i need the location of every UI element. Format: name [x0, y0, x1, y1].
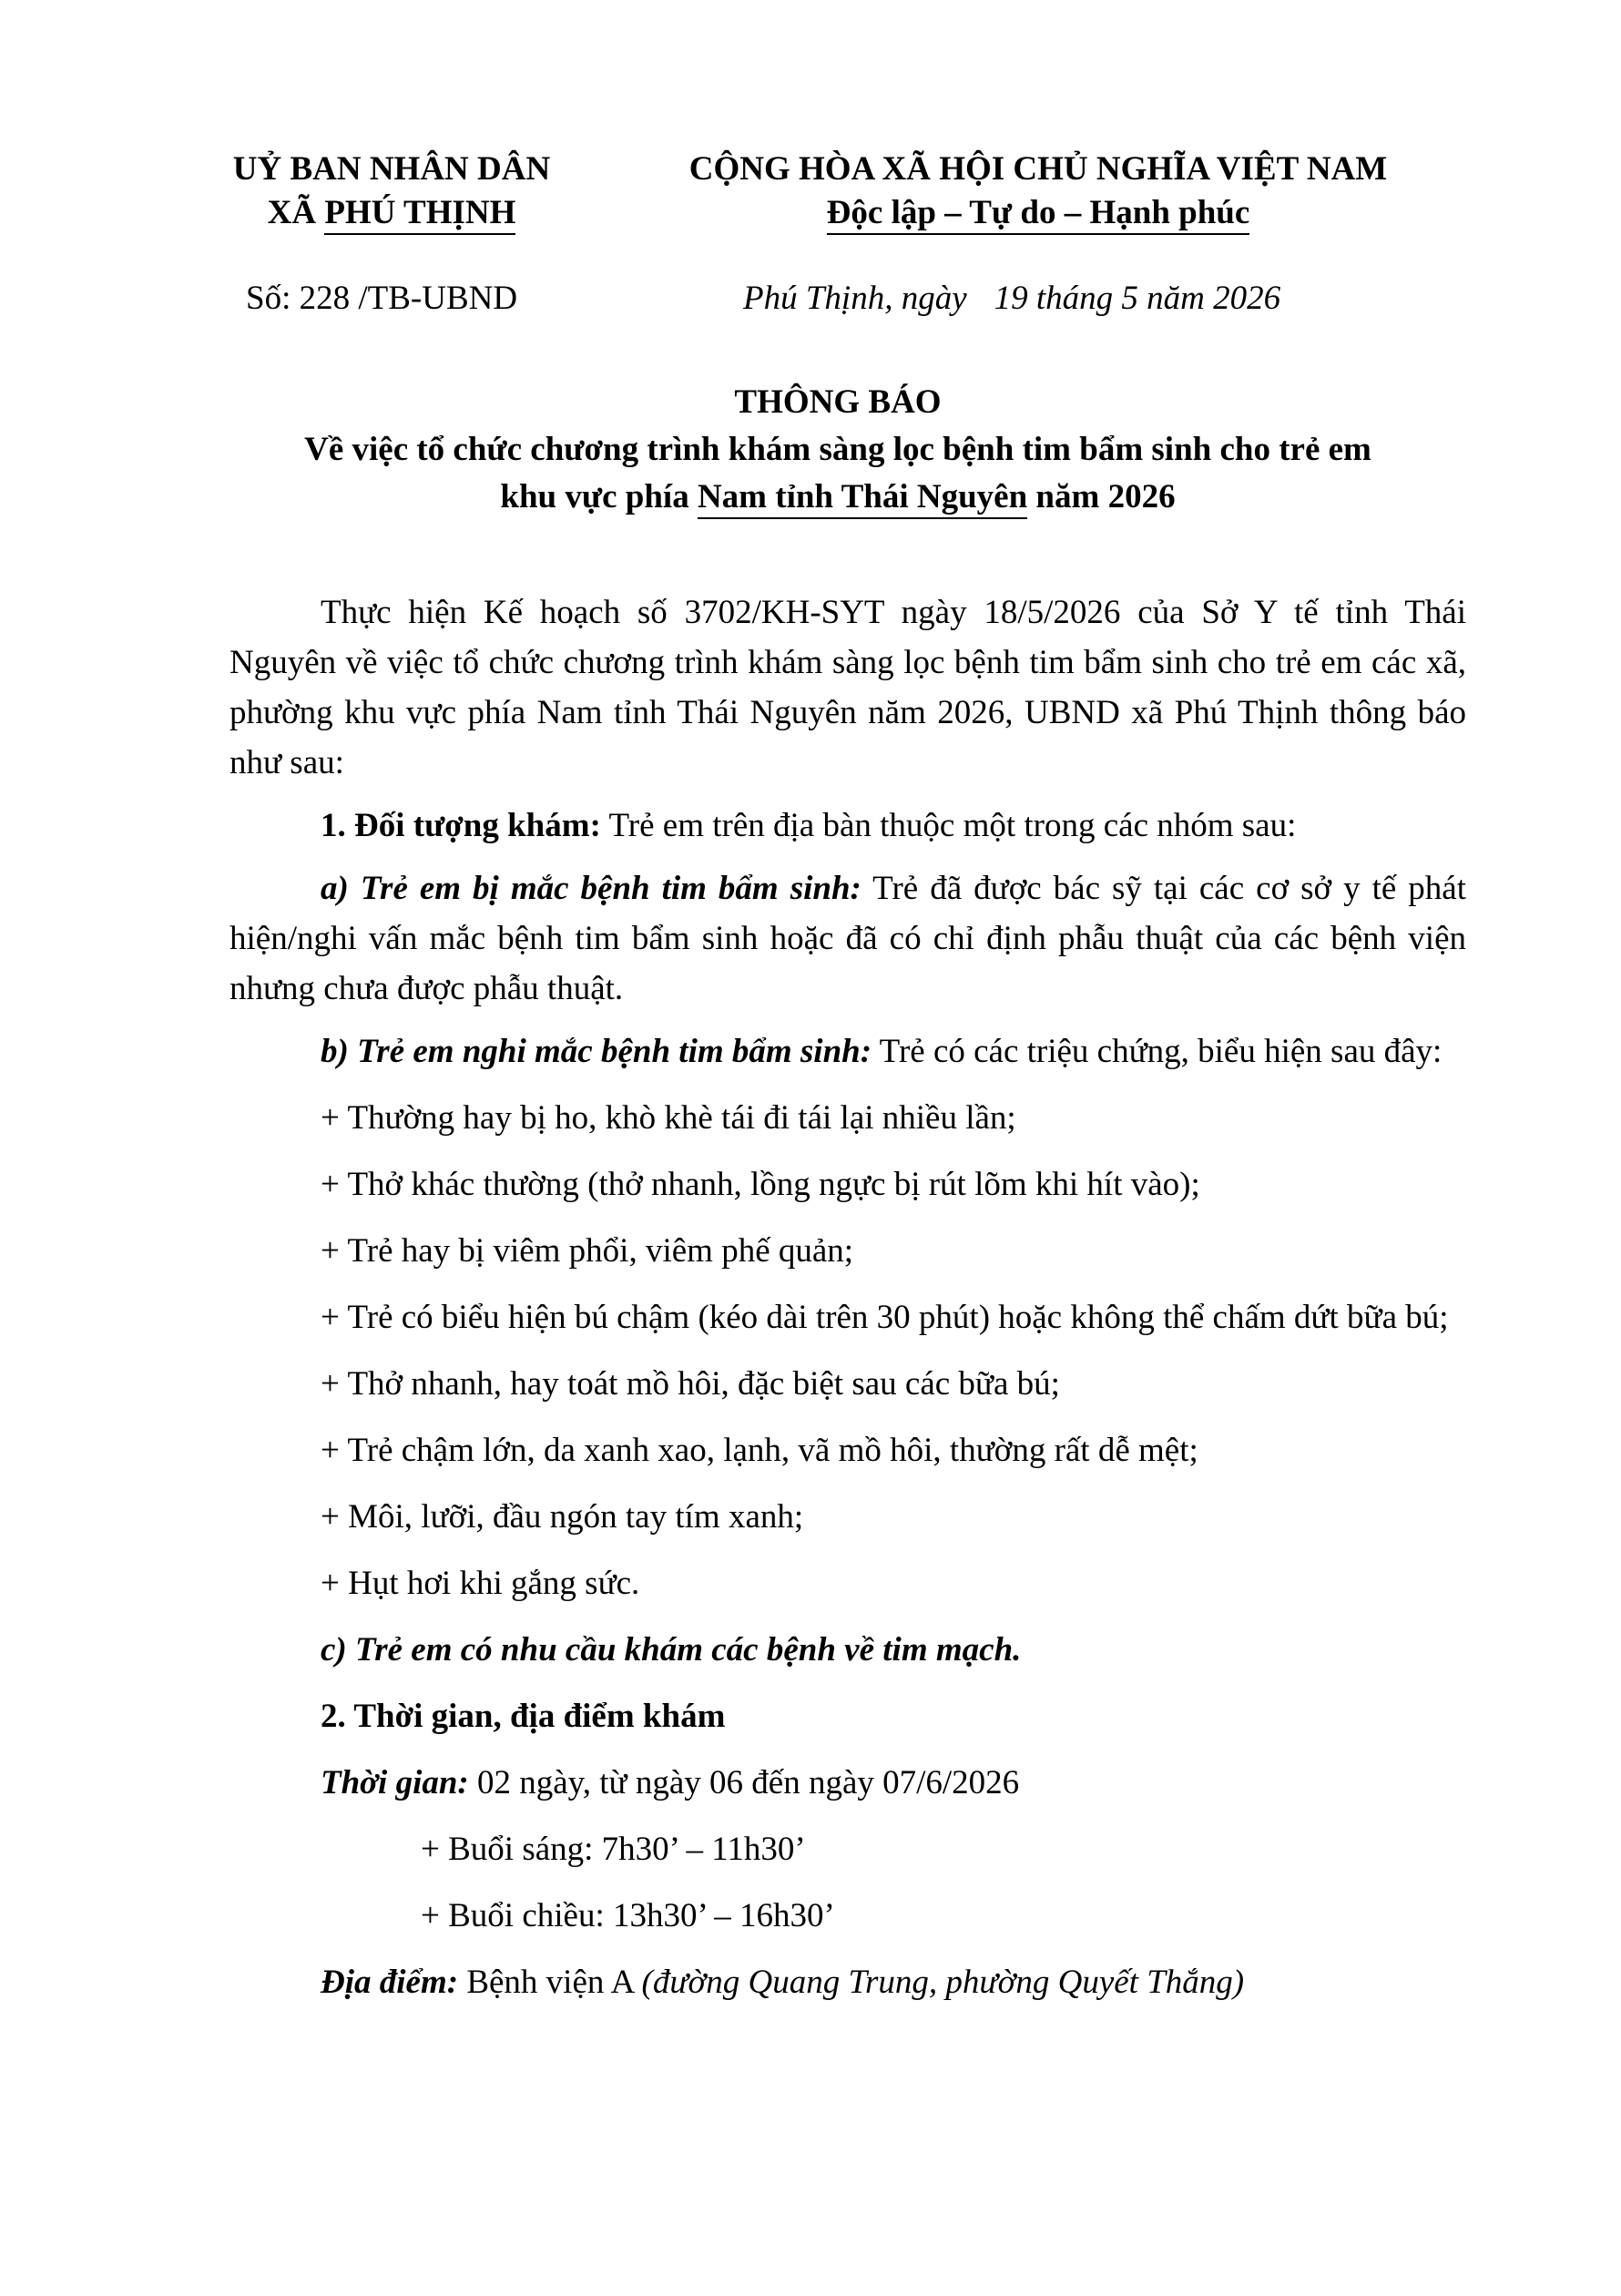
item-b-heading: b) Trẻ em nghi mắc bệnh tim bẩm sinh:: [321, 1033, 872, 1070]
item-a: [229, 863, 1466, 1014]
item-b: [229, 1026, 1466, 1077]
section1: [229, 801, 1466, 851]
place-label: Địa điểm:: [321, 1964, 459, 2001]
time-line: [229, 1758, 1466, 1808]
document-number: Số: 228 /TB-UBND: [246, 280, 518, 317]
symptom-item: + Trẻ chậm lớn, da xanh xao, lạnh, vã mồ hôi, thường rất dễ mệt;: [321, 1432, 1198, 1469]
intro-paragraph: Thực hiện Kế hoạch số 3702/KH-SYT ngày 18/5/2026 của Sở Y tế tỉnh Thái Nguyên về việc tổ chức chương trình khám sàng lọc bệnh tim bẩm sinh cho trẻ em các xã, phường khu vực phía Nam tỉnh Thái Nguyên năm 2026, UBND xã Phú Thịnh thông báo như sau:: [229, 594, 1466, 781]
afternoon-session: + Buổi chiều: 13h30’ – 16h30’: [421, 1897, 835, 1934]
nation-title: CỘNG HÒA XÃ HỘI CHỦ NGHĨA VIỆT NAM: [688, 150, 1388, 188]
nation-motto-text: Độc lập – Tự do – Hạnh phúc: [827, 194, 1250, 235]
place-date: [743, 277, 1280, 321]
org-commune-name: PHÚ THỊNH: [324, 194, 515, 235]
place-detail: (đường Quang Trung, phường Quyết Thắng): [641, 1964, 1245, 2001]
subtitle-line2-prefix: khu vực phía: [500, 478, 698, 515]
org-commune: [209, 191, 574, 235]
symptom-item: + Thở nhanh, hay toát mồ hôi, đặc biệt sau các bữa bú;: [321, 1365, 1060, 1403]
symptom-item: + Môi, lưỡi, đầu ngón tay tím xanh;: [321, 1498, 804, 1536]
item-c: c) Trẻ em có nhu cầu khám các bệnh về tim mạch.: [321, 1631, 1022, 1668]
place-date-prefix: Phú Thịnh, ngày: [743, 280, 967, 317]
org-commune-prefix: XÃ: [267, 194, 325, 231]
item-a-text: Trẻ đã được bác sỹ tại các cơ sở y tế phát hiện/nghi vấn mắc bệnh tim bẩm sinh hoặc đã có chỉ định phẫu thuật của các bệnh viện nhưng chưa được phẫu thuật.: [229, 870, 1466, 1007]
symptom-item: + Thở khác thường (thở nhanh, lồng ngực bị rút lõm khi hít vào);: [321, 1166, 1200, 1203]
morning-session: + Buổi sáng: 7h30’ – 11h30’: [421, 1831, 806, 1868]
symptom-item: + Hụt hơi khi gắng sức.: [321, 1565, 640, 1602]
section1-heading: 1. Đối tượng khám:: [321, 807, 601, 844]
item-a-heading: a) Trẻ em bị mắc bệnh tim bẩm sinh:: [321, 870, 861, 907]
place-line: [229, 1957, 1466, 2007]
subtitle-line2-underlined: Nam tỉnh Thái Nguyên: [698, 478, 1027, 519]
document-title: THÔNG BÁO: [734, 383, 942, 421]
date-value: 19 tháng 5 năm 2026: [994, 280, 1281, 317]
symptom-item: + Trẻ hay bị viêm phổi, viêm phế quản;: [321, 1232, 854, 1270]
document-body: [229, 587, 1466, 2007]
place-text: Bệnh viện A: [458, 1964, 642, 2001]
nation-motto: [637, 191, 1439, 235]
subtitle-line2-suffix: năm 2026: [1027, 478, 1176, 515]
document-subtitle-line2: [209, 474, 1466, 521]
symptom-item: + Thường hay bị ho, khò khè tái đi tái lại nhiều lần;: [321, 1099, 1016, 1137]
section2-heading: 2. Thời gian, địa điểm khám: [321, 1698, 726, 1735]
item-b-text: Trẻ có các triệu chứng, biểu hiện sau đây:: [872, 1033, 1443, 1070]
symptom-item: + Trẻ có biểu hiện bú chậm (kéo dài trên 30 phút) hoặc không thể chấm dứt bữa bú;: [321, 1299, 1449, 1336]
time-label: Thời gian:: [321, 1764, 469, 1801]
section1-text: Trẻ em trên địa bàn thuộc một trong các nhóm sau:: [600, 807, 1297, 844]
document-subtitle-line1: Về việc tổ chức chương trình khám sàng lọc bệnh tim bẩm sinh cho trẻ em: [304, 431, 1371, 468]
org-name: UỶ BAN NHÂN DÂN: [232, 150, 551, 188]
time-text: 02 ngày, từ ngày 06 đến ngày 07/6/2026: [468, 1764, 1020, 1801]
